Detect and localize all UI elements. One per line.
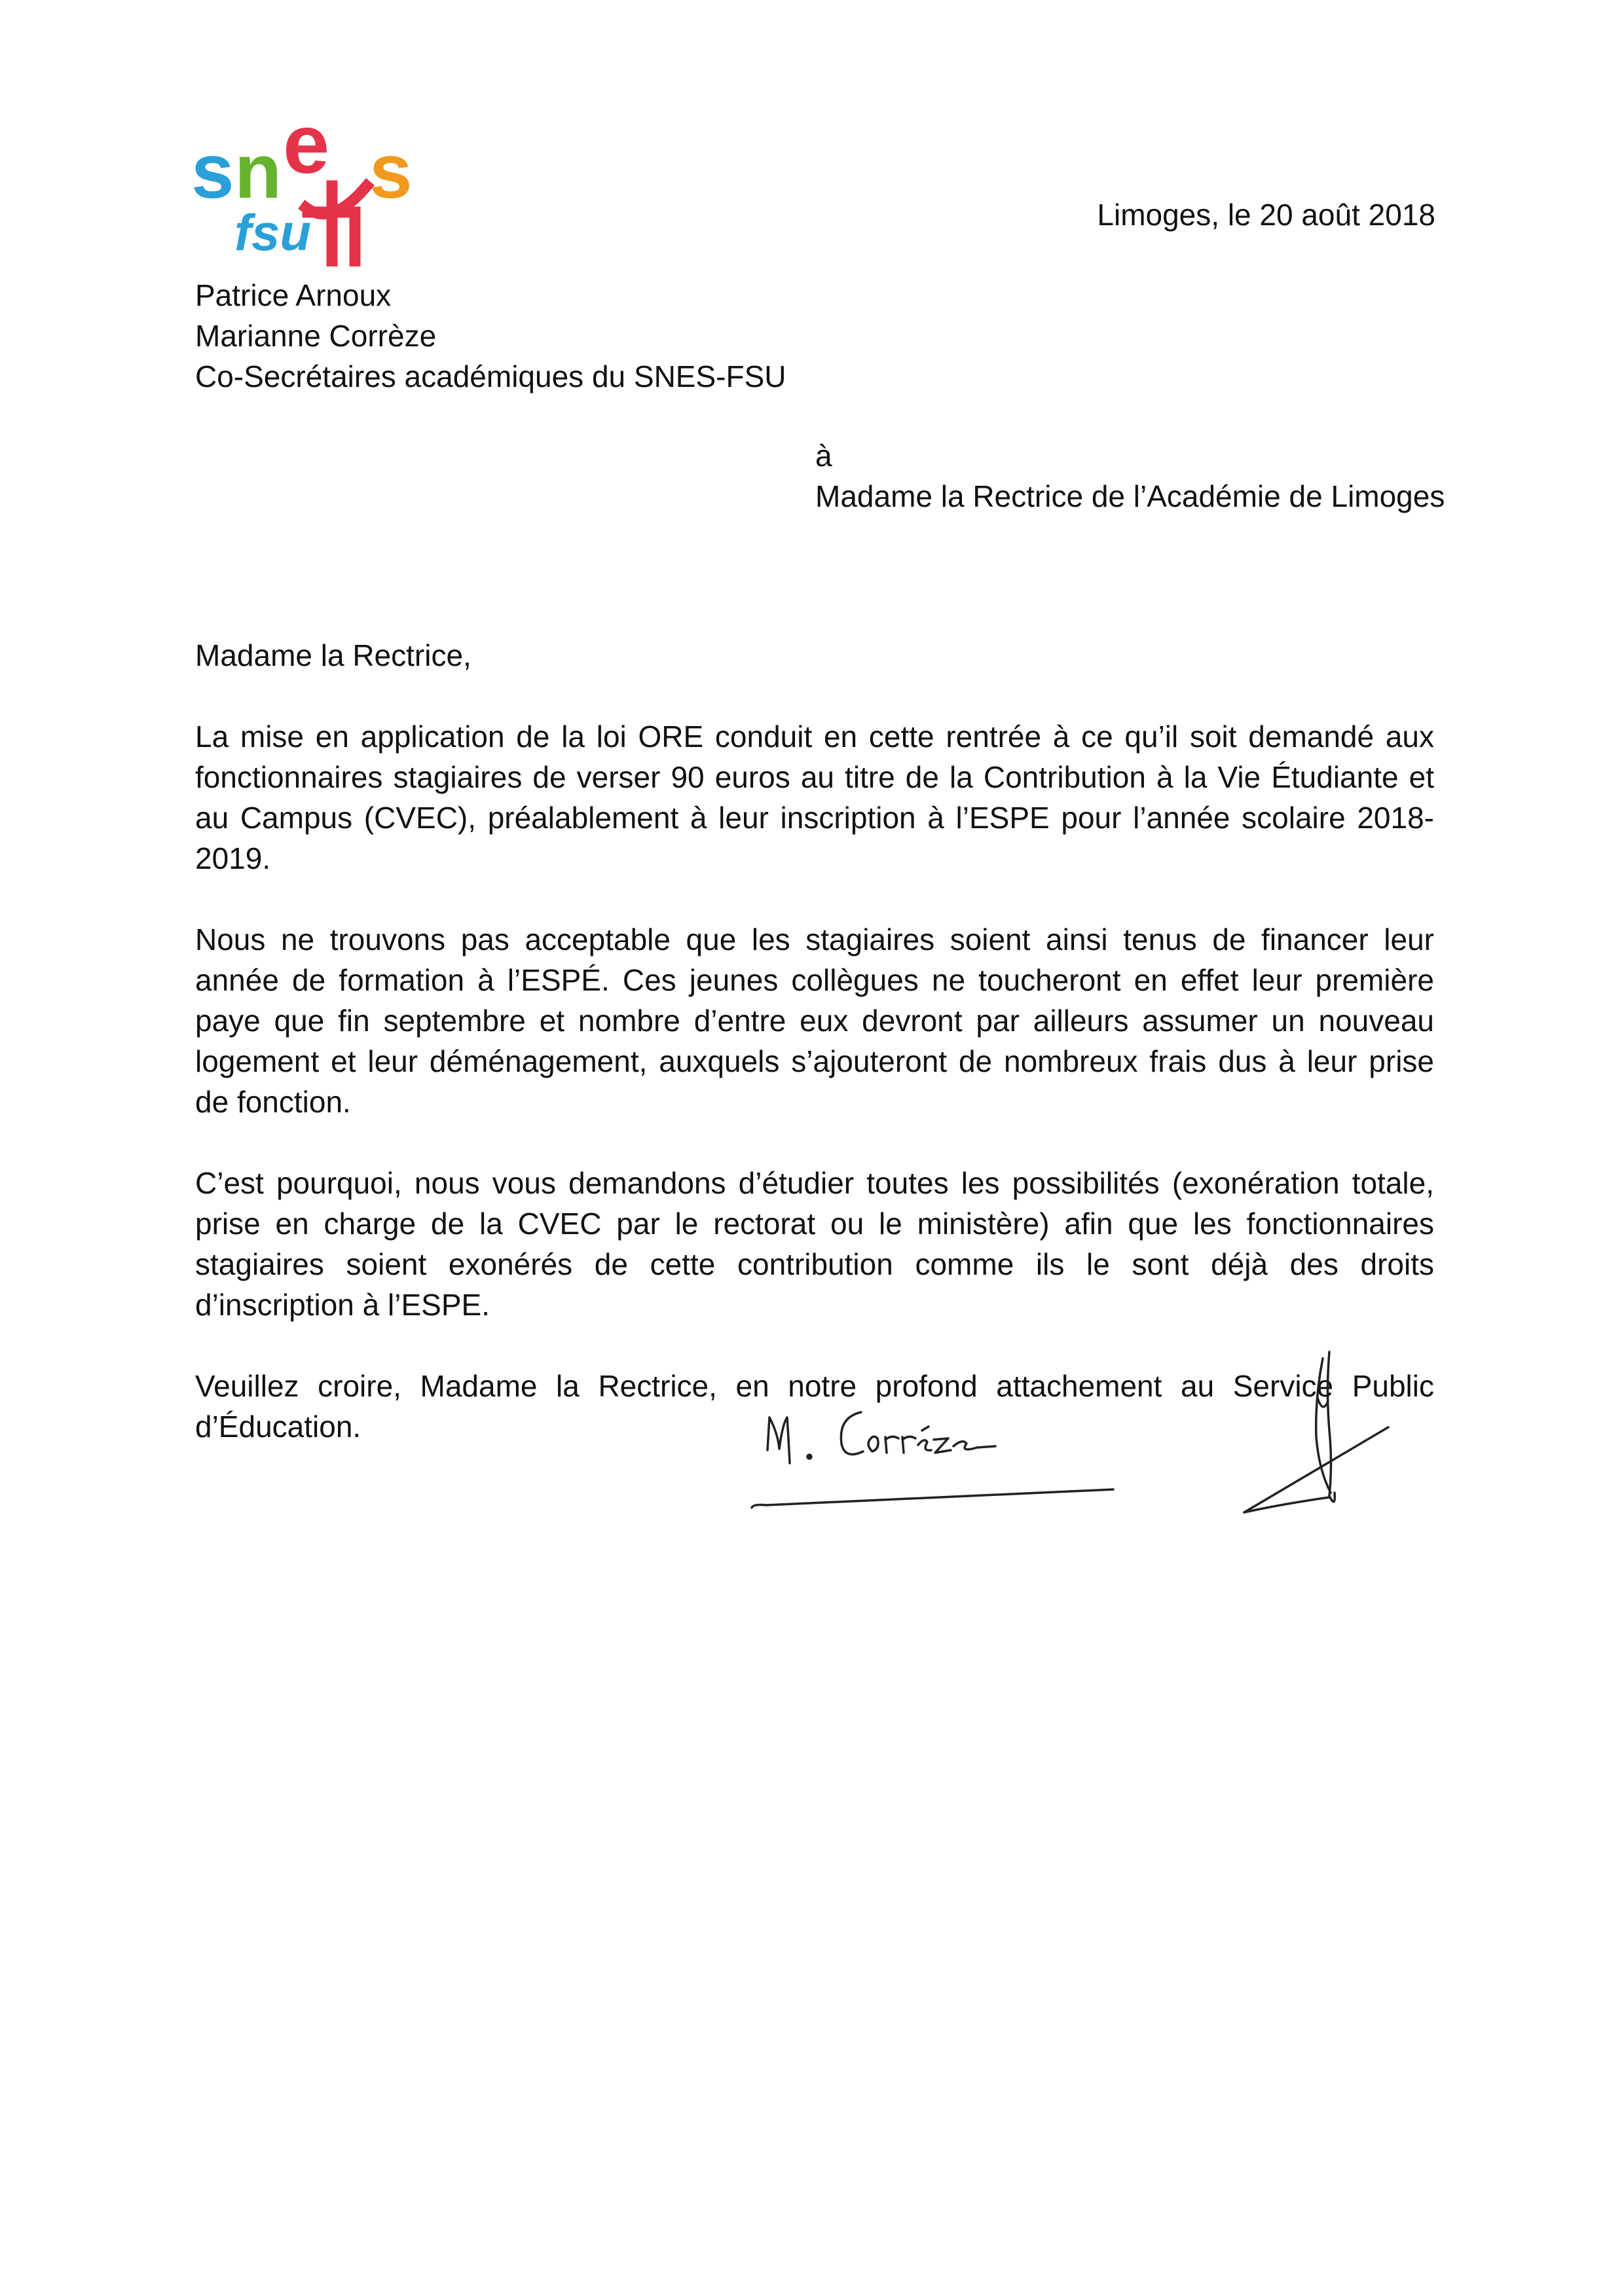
signature-correze bbox=[747, 1372, 1126, 1529]
sender-name-2: Marianne Corrèze bbox=[195, 319, 437, 353]
closing-paragraph: Veuillez croire, Madame la Rectrice, en notre profond attachement au Service Public d’Éducation. bbox=[195, 1369, 1434, 1444]
svg-text:e: e bbox=[283, 113, 330, 191]
snes-fsu-logo bbox=[191, 113, 443, 266]
recipient-block bbox=[815, 435, 1445, 517]
paragraph-2: Nous ne trouvons pas acceptable que les stagiaires soient ainsi tenus de financer leur année de formation à l’ESPÉ. Ces jeunes collègues ne toucheront en effet leur première paye que fin septembre et nombre d’entre eux devront par ailleurs assumer un nouveau logement et leur déménagement, auxquels s’ajouteront de nombreux frais dus à leur prise de fonction. bbox=[195, 922, 1434, 1119]
signature-correze-graphic bbox=[747, 1372, 1126, 1529]
salutation: Madame la Rectrice, bbox=[195, 638, 471, 672]
signature-arnoux bbox=[1231, 1332, 1414, 1529]
snes-fsu-logo-graphic bbox=[191, 113, 443, 266]
paragraph-3: C’est pourquoi, nous vous demandons d’étudier toutes les possibilités (exonération totale, prise en charge de la CVEC par le rectorat ou le ministère) afin que les fonctionnaires stagiaires soient exonérés de cette contribution comme ils le sont déjà des droits d’inscription à l’ESPE. bbox=[195, 1166, 1434, 1322]
letter-date: Limoges, le 20 août 2018 bbox=[1097, 198, 1435, 232]
sender-name-1: Patrice Arnoux bbox=[195, 278, 392, 312]
signature-arnoux-graphic bbox=[1231, 1332, 1414, 1529]
svg-text:s: s bbox=[191, 128, 234, 215]
sender-block bbox=[195, 275, 786, 397]
svg-text:fsu: fsu bbox=[234, 204, 311, 261]
sender-title: Co-Secrétaires académiques du SNES-FSU bbox=[195, 359, 786, 393]
svg-text:s: s bbox=[369, 128, 413, 215]
recipient-prefix: à bbox=[815, 439, 832, 473]
paragraph-1: La mise en application de la loi ORE conduit en cette rentrée à ce qu’il soit demandé aux fonctionnaires stagiaires de verser 90 euros au titre de la Contribution à la Vie Étudiante et au Campus (CVEC), préalablement à leur inscription à l’ESPE pour l’année scolaire 2018-2019. bbox=[195, 720, 1434, 875]
svg-text:n: n bbox=[234, 128, 282, 215]
recipient-name: Madame la Rectrice de l’Académie de Limoges bbox=[815, 479, 1445, 513]
